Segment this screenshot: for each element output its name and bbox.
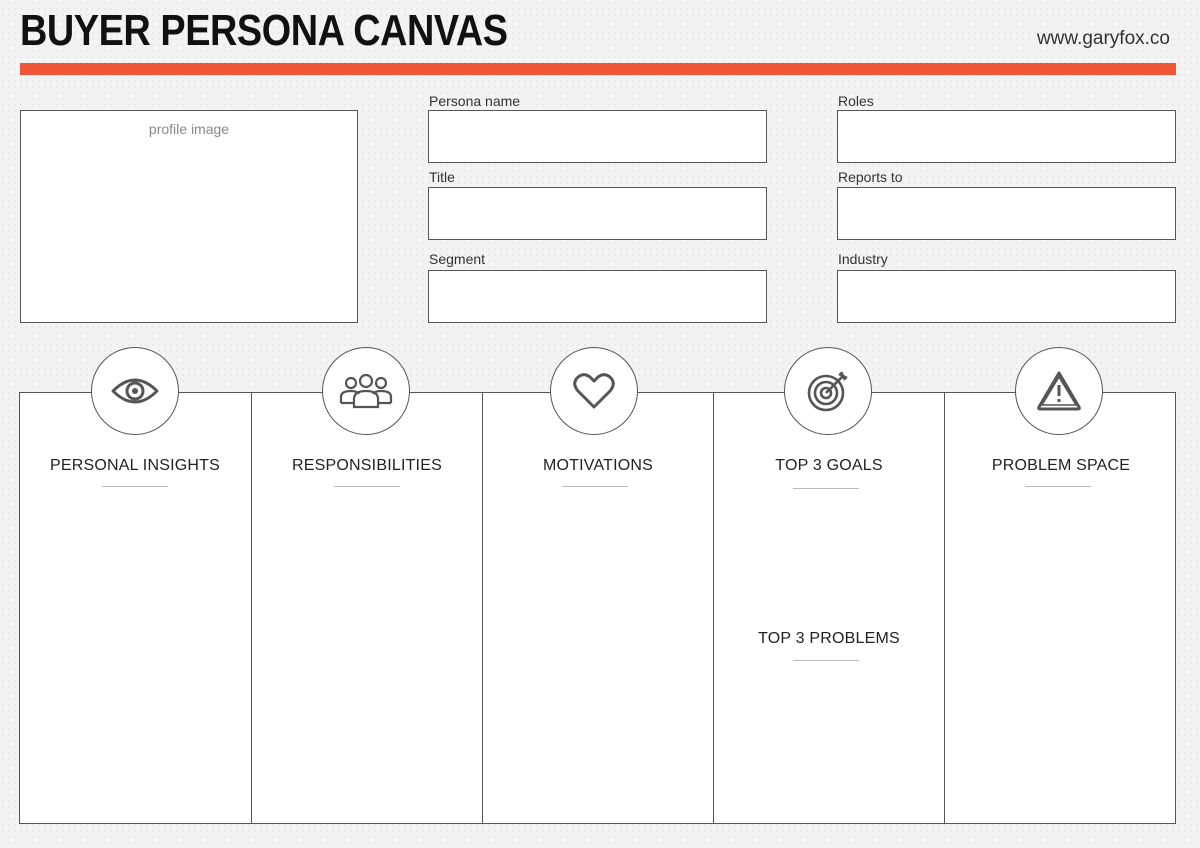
problem-space-divider [1025, 486, 1091, 487]
motivations-divider [562, 486, 628, 487]
profile-image-box[interactable] [20, 110, 358, 323]
personal-insights-divider [102, 486, 168, 487]
top-3-problems-divider [793, 660, 859, 661]
target-icon [784, 347, 872, 435]
title-label: Title [429, 169, 455, 185]
industry-label: Industry [838, 251, 888, 267]
accent-bar [20, 63, 1176, 75]
reports-to-field[interactable] [837, 187, 1176, 240]
responsibilities-title: RESPONSIBILITIES [292, 457, 442, 474]
responsibilities-divider [334, 486, 400, 487]
page-title: BUYER PERSONA CANVAS [20, 6, 508, 55]
industry-field[interactable] [837, 270, 1176, 323]
title-field[interactable] [428, 187, 767, 240]
eye-icon [91, 347, 179, 435]
heart-icon [550, 347, 638, 435]
website-url[interactable]: www.garyfox.co [1036, 28, 1170, 49]
personal-insights-title: PERSONAL INSIGHTS [50, 457, 220, 474]
reports-to-label: Reports to [838, 169, 903, 185]
top-3-problems-title: TOP 3 PROBLEMS [758, 630, 900, 647]
roles-field[interactable] [837, 110, 1176, 163]
top-3-goals-title: TOP 3 GOALS [775, 457, 883, 474]
profile-image-label: profile image [148, 121, 230, 137]
motivations-title: MOTIVATIONS [542, 457, 654, 474]
problem-space-title: PROBLEM SPACE [991, 457, 1131, 474]
roles-label: Roles [838, 93, 874, 109]
segment-field[interactable] [428, 270, 767, 323]
persona-name-field[interactable] [428, 110, 767, 163]
segment-label: Segment [429, 251, 486, 267]
team-icon [322, 347, 410, 435]
warning-icon [1015, 347, 1103, 435]
top-3-goals-divider [793, 488, 859, 489]
persona-name-label: Persona name [429, 93, 521, 109]
